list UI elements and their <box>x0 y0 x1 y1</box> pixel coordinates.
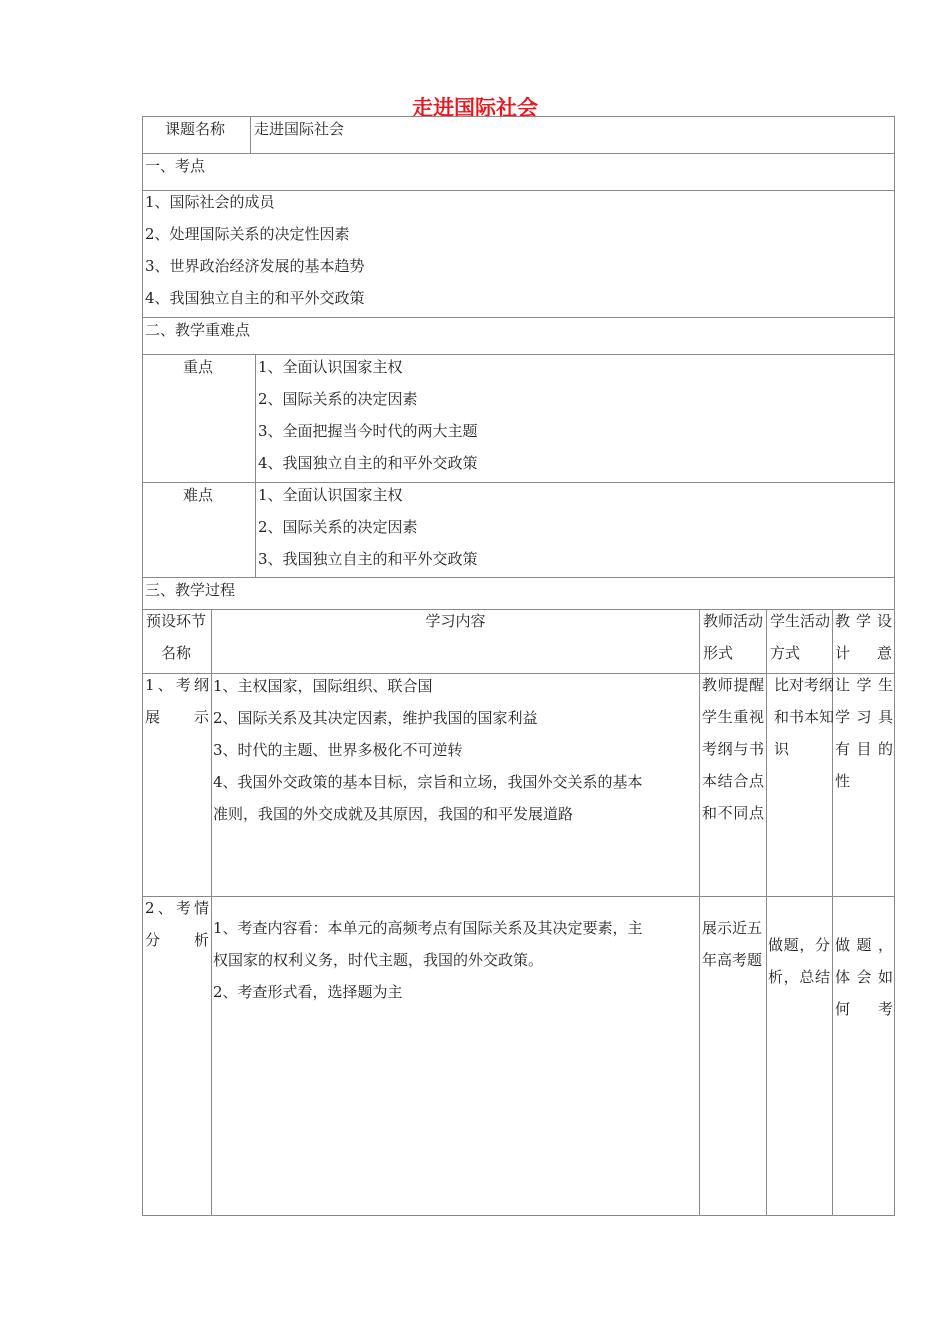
section3-heading: 三、教学过程 <box>145 581 236 599</box>
content-line: 1、考查内容看：本单元的高频考点有国际关系及其决定要素，主 <box>213 919 643 937</box>
difficult-point-item: 2、国际关系的决定因素 <box>258 518 418 536</box>
key-point-item: 2、国际关系的决定因素 <box>258 390 418 408</box>
exam-point-item: 3、世界政治经济发展的基本趋势 <box>145 257 365 275</box>
content-line: 1、主权国家，国际组织、联合国 <box>213 677 433 695</box>
content-line: 准则，我国的外交成就及其原因，我国的和平发展道路 <box>213 805 574 823</box>
difficult-points-label: 难点 <box>183 486 214 504</box>
content-line: 4、我国外交政策的基本目标，宗旨和立场，我国外交关系的基本 <box>213 773 643 791</box>
topic-value: 走进国际社会 <box>254 120 345 138</box>
exam-point-item: 4、我国独立自主的和平外交政策 <box>145 289 365 307</box>
content-line: 权国家的权利义务，时代主题，我国的外交政策。 <box>213 951 544 969</box>
topic-label: 课题名称 <box>165 120 226 138</box>
header-student: 学生活动方式 <box>770 612 831 662</box>
section1-heading: 一、考点 <box>145 157 206 175</box>
difficult-point-item: 1、全面认识国家主权 <box>258 486 403 504</box>
stage-cell: 2、考情分析 <box>145 899 209 949</box>
header-design: 教学设计意 <box>835 612 892 662</box>
header-teacher: 教师活动形式 <box>703 612 764 662</box>
key-point-item: 3、全面把握当今时代的两大主题 <box>258 422 478 440</box>
header-stage: 预设环节名称 <box>145 612 206 662</box>
key-point-item: 4、我国独立自主的和平外交政策 <box>258 454 478 472</box>
section2-heading: 二、教学重难点 <box>145 321 251 339</box>
content-line: 2、国际关系及其决定因素，维护我国的国家利益 <box>213 709 538 727</box>
exam-point-item: 1、国际社会的成员 <box>145 193 275 211</box>
key-point-item: 1、全面认识国家主权 <box>258 358 403 376</box>
exam-point-item: 2、处理国际关系的决定性因素 <box>145 225 350 243</box>
design-intent-cell: 让学生学习具有目的性 <box>835 676 893 790</box>
student-activity-cell: 做题，分析，总结 <box>768 936 830 986</box>
teacher-activity-cell: 展示近五年高考题 <box>702 919 763 969</box>
header-content: 学习内容 <box>425 612 486 630</box>
stage-cell: 1、考纲展示 <box>145 676 209 726</box>
content-line: 2、考查形式看，选择题为主 <box>213 983 403 1001</box>
teacher-activity-cell: 教师提醒学生重视考纲与书本结合点和不同点 <box>702 676 764 822</box>
difficult-point-item: 3、我国独立自主的和平外交政策 <box>258 550 478 568</box>
content-line: 3、时代的主题、世界多极化不可逆转 <box>213 741 463 759</box>
design-intent-cell: 做题，体会如何考 <box>835 936 893 1018</box>
key-points-label: 重点 <box>183 358 214 376</box>
student-activity-cell: 比对考纲和书本知识 <box>774 676 835 758</box>
document-title: 走进国际社会 <box>412 96 538 120</box>
